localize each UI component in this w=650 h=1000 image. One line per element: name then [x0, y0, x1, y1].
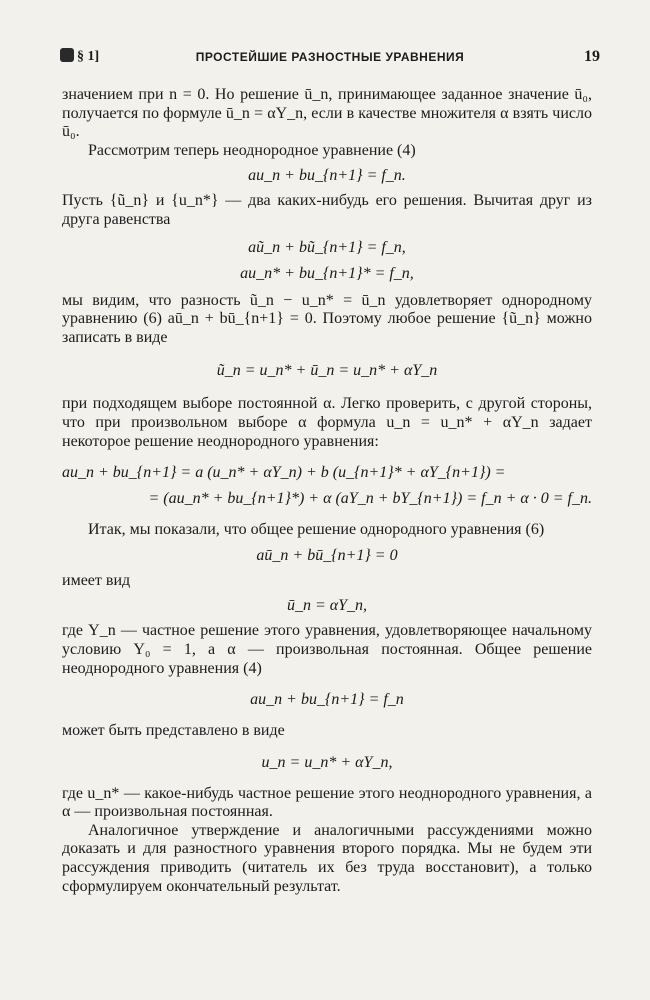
page-header [60, 48, 600, 72]
paragraph-8: где Y_n — частное решение этого уравнения, удовлетворяющее начальному условию Y₀ = 1, а α — произвольная постоянная. Общее решение неоднородного уравнения (4) [62, 622, 592, 677]
paragraph-2: Рассмотрим теперь неоднородное уравнение (4) [88, 141, 416, 159]
equation-4b: = (au_n* + bu_{n+1}*) + α (aY_n + bY_{n+1}) = f_n + α · 0 = f_n. [148, 490, 592, 508]
page-number: 19 [584, 48, 600, 65]
section-mark-text: § 1] [77, 49, 100, 64]
equation-8: u_n = u_n* + αY_n, [261, 753, 393, 771]
paragraph-9: может быть представлено в виде [62, 722, 285, 740]
paragraph-4: мы видим, что разность ũ_n − u_n* = ū_n удовлетворяет однородному уравнению (6) aū_n + bū_{n+1} = 0. Поэтому любое решение {ũ_n} можно записать в виде [62, 291, 592, 346]
equation-1: au_n + bu_{n+1} = f_n. [248, 167, 406, 185]
equation-5: aū_n + bū_{n+1} = 0 [256, 546, 398, 564]
paragraph-5: при подходящем выборе постоянной α. Легко проверить, с другой стороны, что при произвольном выборе α формула u_n = u_n* + αY_n задает некоторое решение неоднородного уравнения: [62, 395, 592, 450]
equation-3: ũ_n = u_n* + ū_n = u_n* + αY_n [216, 362, 438, 380]
paragraph-11: Аналогичное утверждение и аналогичными рассуждениями можно доказать и для разностного уравнения второго порядка. Мы не будем эти рассуждения приводить (читатель их без труда восстановит), а только сформулируем окончательный результат. [62, 821, 592, 895]
equation-4a: au_n + bu_{n+1} = a (u_n* + αY_n) + b (u_{n+1}* + αY_{n+1}) = [62, 464, 506, 482]
equation-2a: aũ_n + bũ_{n+1} = f_n, [248, 238, 406, 256]
equation-7: au_n + bu_{n+1} = f_n [250, 691, 404, 709]
equation-2b: au_n* + bu_{n+1}* = f_n, [240, 264, 414, 282]
paragraph-7: имеет вид [62, 571, 131, 589]
running-title: ПРОСТЕЙШИЕ РАЗНОСТНЫЕ УРАВНЕНИЯ [195, 50, 465, 64]
equation-6: ū_n = αY_n, [286, 597, 368, 615]
paragraph-6: Итак, мы показали, что общее решение однородного уравнения (6) [88, 521, 545, 539]
paragraph-10: где u_n* — какое-нибудь частное решение этого неоднородного уравнения, а α — произвольная постоянная. [62, 784, 592, 821]
paragraph-3: Пусть {ũ_n} и {u_n*} — два каких-нибудь его решения. Вычитая друг из друга равенства [62, 192, 592, 228]
paragraph-1: значением при n = 0. Но решение ū_n, принимающее заданное значение ū₀, получается по формуле ū_n = αY_n, если в качестве множителя α взять число ū₀. [62, 86, 592, 141]
page-body [62, 86, 592, 896]
